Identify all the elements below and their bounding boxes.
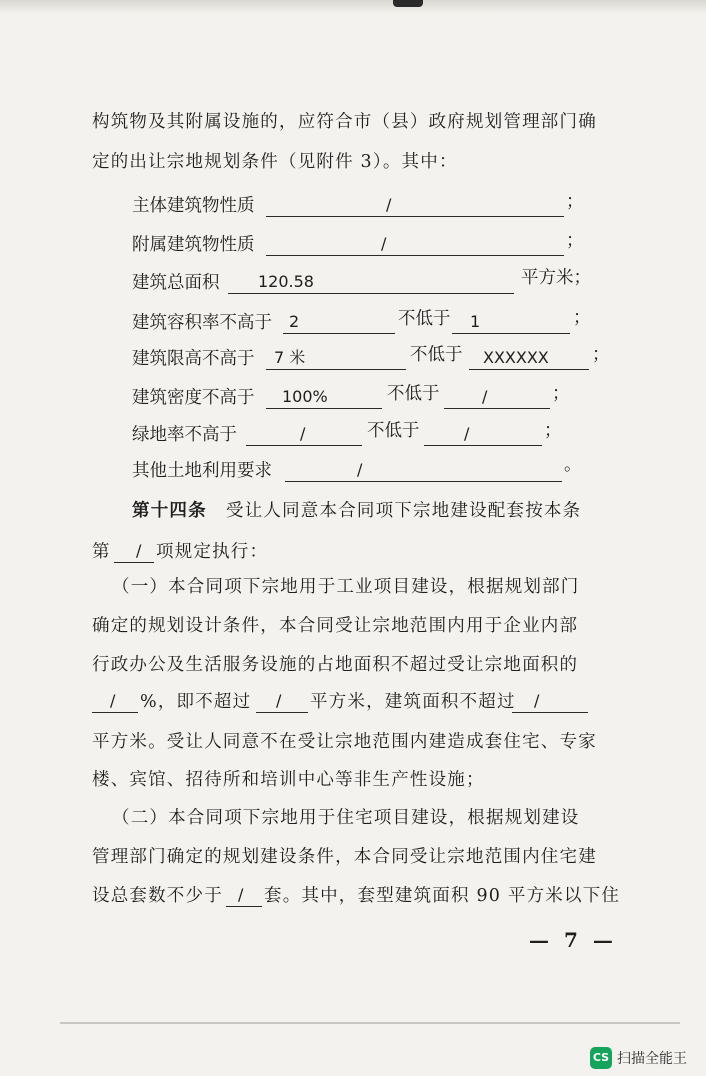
page-number: — 7 —: [529, 928, 617, 952]
field-office-pct[interactable]: [92, 690, 138, 713]
label-far-max: 建筑容积率不高于: [132, 313, 272, 333]
field-green-max[interactable]: [246, 423, 362, 446]
value-aux-nature: /: [381, 234, 387, 253]
field-height-min[interactable]: [469, 347, 589, 370]
field-aux-nature[interactable]: [266, 233, 564, 256]
label-far-min: 不低于: [398, 309, 451, 329]
semicolon: ；: [573, 308, 591, 328]
value-min-units: /: [238, 885, 244, 904]
label-green-max: 绿地率不高于: [132, 425, 237, 445]
semicolon: ；: [592, 345, 610, 365]
value-article-14-item: /: [136, 541, 142, 560]
field-density-max[interactable]: [266, 386, 382, 409]
binding-mark: [393, 0, 423, 7]
para-1-line-3: 行政办公及生活服务设施的占地面积不超过受让宗地面积的: [92, 655, 579, 675]
semicolon: ；: [566, 231, 584, 251]
text-line-2: 定的出让宗地规划条件（见附件 3）。其中：: [92, 152, 458, 172]
article-14-title: 第十四条: [132, 501, 207, 521]
para-1-line-6: 楼、宾馆、招待所和培训中心等非生产性设施；: [92, 770, 485, 790]
field-far-max[interactable]: [283, 311, 395, 334]
para-1-line-5: 平方米。受让人同意不在受让宗地范围内建造成套住宅、专家: [92, 732, 597, 752]
field-office-floor-area[interactable]: [512, 690, 588, 713]
scan-top-edge: [0, 0, 706, 14]
scan-bottom-edge: [60, 1022, 680, 1024]
value-density-max: 100%: [282, 387, 328, 406]
label-main-nature: 主体建筑物性质: [132, 196, 255, 216]
field-density-min[interactable]: [444, 386, 550, 409]
label-other-req: 其他土地利用要求: [132, 461, 272, 481]
value-height-max: 7 米: [274, 348, 306, 367]
value-far-min: 1: [470, 312, 481, 331]
value-density-min: /: [482, 387, 488, 406]
para-2-line-3a: 设总套数不少于: [92, 886, 223, 906]
label-density-min: 不低于: [387, 384, 440, 404]
label-height-max: 建筑限高不高于: [132, 349, 255, 369]
label-green-min: 不低于: [367, 421, 420, 441]
field-article-14-item[interactable]: [114, 540, 154, 563]
text-line-1: 构筑物及其附属设施的，应符合市（县）政府规划管理部门确: [92, 112, 597, 132]
field-other-req[interactable]: [285, 459, 562, 482]
value-other-req: /: [357, 460, 363, 479]
field-total-area[interactable]: [228, 271, 514, 294]
field-green-min[interactable]: [424, 423, 542, 446]
field-main-nature[interactable]: [266, 194, 564, 217]
para-1-line-1: （一）本合同项下宗地用于工业项目建设，根据规划部门: [112, 577, 580, 597]
field-height-max[interactable]: [266, 347, 406, 370]
value-office-pct: /: [110, 691, 116, 710]
article-14-body: 受让人同意本合同项下宗地建设配套按本条: [226, 501, 582, 521]
label-aux-nature: 附属建筑物性质: [132, 235, 255, 255]
watermark-text: 扫描全能王: [617, 1051, 687, 1067]
label-total-area: 建筑总面积: [132, 273, 220, 293]
article-14-suffix: 项规定执行：: [156, 542, 269, 562]
value-height-min: XXXXXX: [483, 348, 549, 367]
article-14-prefix: 第: [92, 542, 111, 562]
value-main-nature: /: [386, 195, 392, 214]
period: 。: [564, 455, 582, 475]
field-office-area[interactable]: [256, 690, 308, 713]
value-green-max: /: [300, 424, 306, 443]
value-green-min: /: [464, 424, 470, 443]
field-min-units[interactable]: [226, 884, 262, 907]
para-2-line-1: （二）本合同项下宗地用于住宅项目建设，根据规划建设: [112, 808, 580, 828]
field-far-min[interactable]: [452, 311, 570, 334]
label-height-min: 不低于: [410, 345, 463, 365]
para-1-line-4b: 平方米，建筑面积不超过: [310, 692, 516, 712]
camscanner-logo: CS: [590, 1047, 612, 1069]
para-2-line-2: 管理部门确定的规划建设条件，本合同受让宗地范围内住宅建: [92, 847, 597, 867]
value-total-area: 120.58: [258, 272, 314, 291]
value-far-max: 2: [289, 312, 300, 331]
label-density-max: 建筑密度不高于: [132, 388, 255, 408]
value-office-floor-area: /: [534, 691, 540, 710]
semicolon: ；: [544, 421, 562, 441]
semicolon: ；: [552, 384, 570, 404]
para-1-line-4a: %，即不超过: [140, 692, 252, 712]
value-office-area: /: [276, 691, 282, 710]
sqm-suffix: 平方米；: [521, 268, 591, 288]
para-1-line-2: 确定的规划设计条件，本合同受让宗地范围内用于企业内部: [92, 616, 579, 636]
semicolon: ；: [566, 192, 584, 212]
scanner-watermark: [590, 1046, 687, 1070]
para-2-line-3b: 套。其中，套型建筑面积 90 平方米以下住: [264, 886, 621, 906]
